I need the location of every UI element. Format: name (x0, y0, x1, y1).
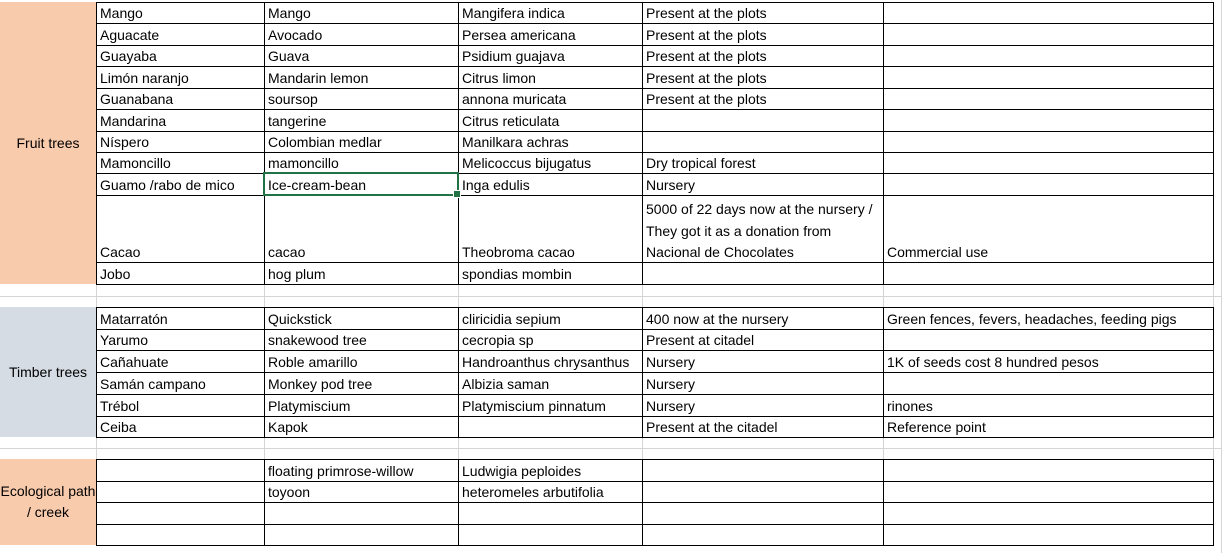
notes-cell[interactable] (884, 132, 1213, 152)
fill-handle[interactable] (453, 190, 461, 198)
scientific-name-cell[interactable]: Handroanthus chrysanthus (462, 353, 630, 370)
scientific-name-cell[interactable]: Citrus limon (462, 69, 536, 86)
scientific-name-cell[interactable]: annona muricata (462, 91, 567, 107)
scientific-name-cell[interactable]: cliricidia sepium (462, 310, 561, 327)
english-name-cell[interactable]: Ice-cream-bean (268, 176, 367, 193)
scientific-name-cell[interactable]: spondias mombin (462, 265, 572, 282)
column-border (264, 437, 265, 460)
column-border (458, 307, 459, 438)
scientific-name-cell[interactable]: Inga edulis (462, 176, 530, 193)
status-cell[interactable] (643, 110, 883, 131)
scientific-name-cell[interactable] (459, 417, 642, 437)
status-cell[interactable]: Dry tropical forest (646, 155, 756, 171)
spanish-name-cell[interactable] (97, 525, 264, 545)
column-border (642, 437, 643, 460)
column-border (642, 284, 643, 308)
english-name-cell[interactable]: Monkey pod tree (268, 375, 373, 392)
scientific-name-cell[interactable]: Theobroma cacao (462, 244, 575, 260)
status-cell[interactable]: Present at the plots (646, 69, 767, 86)
status-cell[interactable]: Nursery (646, 397, 696, 414)
scientific-name-cell[interactable]: Mangifera indica (462, 5, 565, 21)
notes-cell[interactable] (884, 330, 1213, 350)
spanish-name-cell[interactable]: Mamoncillo (100, 155, 171, 171)
column-border (96, 459, 97, 546)
status-cell[interactable] (643, 460, 883, 481)
notes-cell[interactable] (884, 373, 1213, 394)
column-border (1213, 284, 1214, 308)
english-name-cell[interactable]: hog plum (268, 265, 326, 282)
notes-cell[interactable] (884, 46, 1213, 66)
notes-cell[interactable] (884, 110, 1213, 131)
spanish-name-cell[interactable]: Yarumo (100, 332, 148, 348)
english-name-cell[interactable]: Platymiscium (268, 397, 351, 414)
scientific-name-cell[interactable]: cecropia sp (462, 332, 534, 348)
column-border (264, 2, 265, 285)
english-name-cell[interactable]: Mandarin lemon (268, 69, 369, 86)
english-name-cell[interactable]: Mango (268, 5, 311, 21)
status-cell[interactable]: 5000 of 22 days now at the nursery / They got it as a donation from Nacional de Chocolates (646, 201, 873, 260)
spanish-name-cell[interactable] (97, 503, 264, 524)
column-border (883, 307, 884, 438)
notes-cell[interactable] (884, 460, 1213, 481)
english-name-cell[interactable]: mamoncillo (268, 155, 339, 171)
scientific-name-cell[interactable]: Albizia saman (462, 375, 550, 392)
status-cell[interactable]: Present at the plots (646, 5, 767, 21)
status-cell[interactable]: Present at the plots (646, 26, 767, 43)
spanish-name-cell[interactable]: Guanabana (100, 91, 174, 107)
scientific-name-cell[interactable]: Ludwigia peploides (462, 462, 582, 479)
spanish-name-cell[interactable]: Aguacate (100, 26, 160, 43)
group-label-fruit[interactable]: Fruit trees (0, 2, 96, 284)
english-name-cell[interactable]: Avocado (268, 26, 323, 43)
column-border (96, 437, 97, 460)
english-name-cell[interactable]: Kapok (268, 419, 308, 435)
notes-cell[interactable]: Commercial use (887, 244, 989, 260)
spanish-name-cell[interactable]: Níspero (100, 134, 150, 150)
notes-cell[interactable] (884, 67, 1213, 88)
column-border (642, 2, 643, 285)
scientific-name-cell[interactable]: heteromeles arbutifolia (462, 484, 604, 500)
column-border (458, 459, 459, 546)
status-cell[interactable]: Present at citadel (646, 332, 755, 348)
notes-cell[interactable]: Reference point (887, 419, 986, 435)
spanish-name-cell[interactable]: Samán campano (100, 375, 206, 392)
status-cell[interactable]: Nursery (646, 353, 696, 370)
scientific-name-cell[interactable]: Persea americana (462, 26, 576, 43)
english-name-cell[interactable]: Colombian medlar (268, 134, 382, 150)
english-name-cell[interactable] (265, 503, 458, 524)
english-name-cell[interactable] (265, 525, 458, 545)
notes-cell[interactable] (884, 482, 1213, 502)
notes-cell[interactable] (884, 525, 1213, 545)
scientific-name-cell[interactable]: Manilkara achras (462, 134, 569, 150)
status-cell[interactable] (643, 263, 883, 284)
notes-cell[interactable]: rinones (887, 397, 933, 414)
spanish-name-cell[interactable] (97, 482, 264, 502)
english-name-cell[interactable]: Quickstick (268, 310, 332, 327)
column-border (883, 437, 884, 460)
english-name-cell[interactable]: soursop (268, 91, 318, 107)
column-border (1213, 459, 1214, 546)
spanish-name-cell[interactable]: Cañahuate (100, 353, 169, 370)
status-cell[interactable]: Nursery (646, 176, 696, 193)
notes-cell[interactable] (884, 89, 1213, 109)
scientific-name-cell[interactable] (459, 503, 642, 524)
status-cell[interactable] (643, 482, 883, 502)
column-border (642, 459, 643, 546)
column-border (96, 284, 97, 308)
column-border (264, 459, 265, 546)
column-border (96, 2, 97, 285)
english-name-cell[interactable]: Guava (268, 48, 310, 64)
spanish-name-cell[interactable] (97, 460, 264, 481)
notes-cell[interactable] (884, 263, 1213, 284)
status-cell[interactable] (643, 503, 883, 524)
column-border (458, 437, 459, 460)
notes-cell[interactable]: 1K of seeds cost 8 hundred pesos (887, 353, 1099, 370)
group-label-timber[interactable]: Timber trees (0, 307, 96, 437)
column-border (883, 459, 884, 546)
active-cell-selection[interactable] (263, 172, 459, 196)
scientific-name-cell[interactable]: Citrus reticulata (462, 112, 560, 129)
group-label-eco[interactable]: Ecological path / creek (0, 459, 96, 545)
column-border (642, 307, 643, 438)
english-name-cell[interactable]: Roble amarillo (268, 353, 358, 370)
spanish-name-cell[interactable]: Mango (100, 5, 143, 21)
column-border (1213, 437, 1214, 460)
notes-cell[interactable] (884, 24, 1213, 45)
spanish-name-cell[interactable]: Limón naranjo (100, 69, 189, 86)
column-border (96, 307, 97, 438)
notes-cell[interactable] (884, 3, 1213, 23)
column-border (883, 2, 884, 285)
english-name-cell[interactable]: cacao (268, 244, 306, 260)
scientific-name-cell[interactable]: Platymiscium pinnatum (462, 397, 606, 414)
spanish-name-cell[interactable]: Mandarina (100, 112, 167, 129)
column-border (1213, 307, 1214, 438)
spanish-name-cell[interactable]: Trébol (100, 397, 140, 414)
english-name-cell[interactable]: snakewood tree (268, 332, 367, 348)
scientific-name-cell[interactable]: Psidium guajava (462, 48, 565, 64)
notes-cell[interactable] (884, 503, 1213, 524)
scientific-name-cell[interactable] (459, 525, 642, 545)
english-name-cell[interactable]: tangerine (268, 112, 327, 129)
row-border (0, 448, 1222, 449)
notes-cell[interactable]: Green fences, fevers, headaches, feeding pigs (887, 310, 1177, 327)
spanish-name-cell[interactable]: Jobo (100, 265, 131, 282)
column-border (458, 2, 459, 285)
spanish-name-cell[interactable]: Guayaba (100, 48, 157, 64)
spanish-name-cell[interactable]: Cacao (100, 244, 141, 260)
column-border (883, 284, 884, 308)
column-border (264, 284, 265, 308)
status-cell[interactable]: Nursery (646, 375, 696, 392)
status-cell[interactable]: Present at the plots (646, 48, 767, 64)
status-cell[interactable]: 400 now at the nursery (646, 310, 789, 327)
status-cell[interactable] (643, 525, 883, 545)
row-border (0, 296, 1222, 297)
notes-cell[interactable] (884, 153, 1213, 173)
spanish-name-cell[interactable]: Ceiba (100, 419, 137, 435)
spanish-name-cell[interactable]: Matarratón (100, 310, 168, 327)
column-border (1213, 2, 1214, 285)
english-name-cell[interactable]: toyoon (268, 484, 311, 500)
notes-cell[interactable] (884, 174, 1213, 195)
english-name-cell[interactable]: floating primrose-willow (268, 462, 414, 479)
status-cell[interactable]: Present at the citadel (646, 419, 778, 435)
column-border (264, 307, 265, 438)
status-cell[interactable] (643, 132, 883, 152)
status-cell[interactable]: Present at the plots (646, 91, 767, 107)
spanish-name-cell[interactable]: Guamo /rabo de mico (100, 176, 235, 193)
scientific-name-cell[interactable]: Melicoccus bijugatus (462, 155, 592, 171)
column-border (458, 284, 459, 308)
